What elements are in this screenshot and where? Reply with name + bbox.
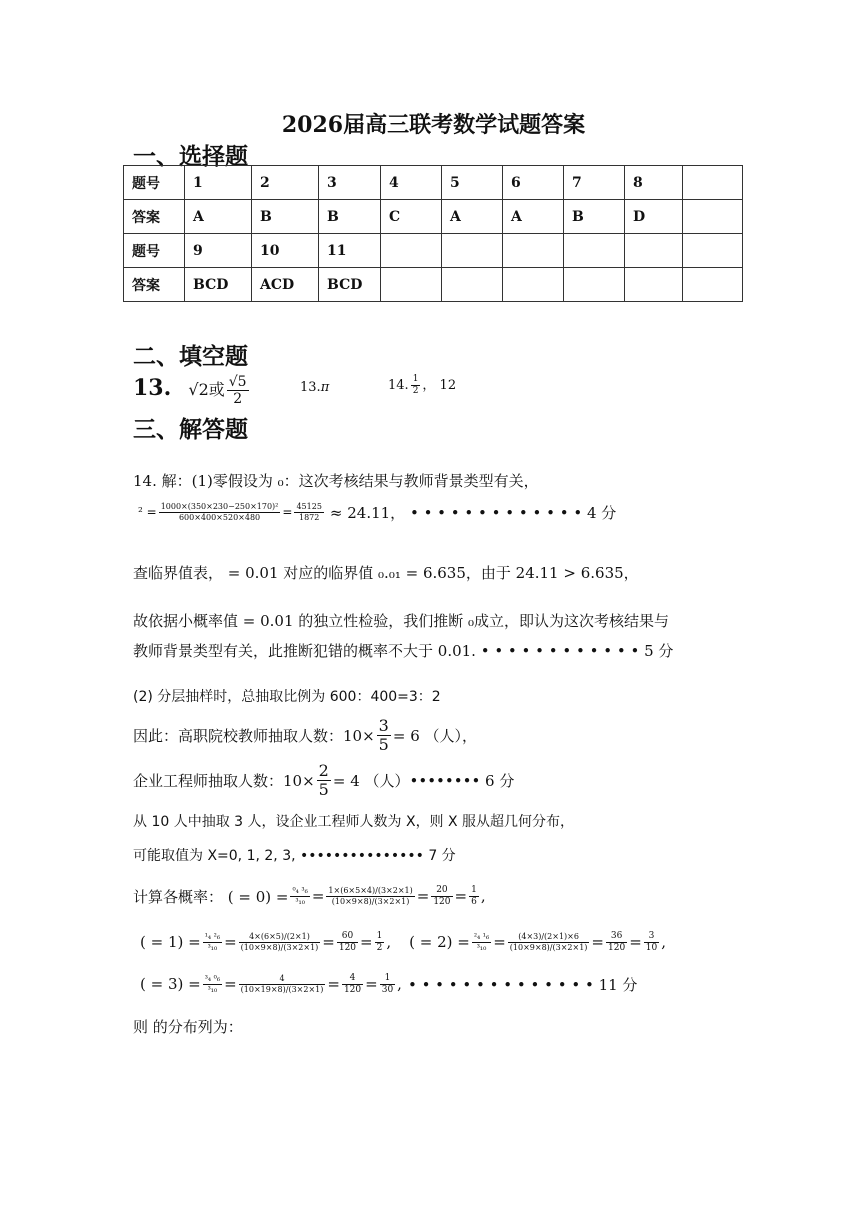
l12b-frac-2	[508, 933, 590, 952]
q14-label: 14.	[388, 378, 409, 393]
sol-line-9: 从 10 人中抽取 3 人，设企业工程师人数为 X，则 X 服从超几何分布，	[133, 814, 575, 830]
l13-f4-den: 30	[381, 984, 394, 995]
l8-num: 2	[318, 760, 329, 780]
l11-frac-3	[431, 886, 452, 907]
l13-f1-den: ³₁₀	[207, 984, 218, 994]
l11-frac-2	[326, 887, 414, 906]
l11-f2-den: (10×9×8)/(3×2×1)	[331, 896, 410, 906]
answer-table-row	[124, 166, 743, 200]
l13-f3-num: 4	[342, 974, 363, 985]
l12a-frac-2	[239, 933, 321, 952]
q14-frac-den: 2	[412, 386, 419, 396]
answer-table-cell	[503, 234, 564, 268]
l8-den: 5	[318, 779, 329, 799]
answer-table-row	[124, 200, 743, 234]
answer-table-cell: 6	[503, 166, 564, 200]
q13b-value: π	[320, 380, 330, 395]
answer-table-cell: A	[503, 200, 564, 234]
l13-frac-2	[239, 975, 326, 994]
l11-frac-1	[290, 887, 309, 906]
answer-table-cell	[381, 234, 442, 268]
l12b-f2-den: (10×9×8)/(3×2×1)	[509, 942, 588, 952]
l12b-f1-num: ²₄ ¹₆	[473, 931, 490, 941]
answer-table-cell: 2	[252, 166, 319, 200]
l12a-f4-num: 1	[376, 930, 383, 941]
l13-f1-num: ³₄ ⁰₆	[204, 973, 221, 983]
chi-fraction-2	[294, 503, 323, 522]
q13b-answer	[300, 380, 329, 395]
answer-table-cell	[381, 268, 442, 302]
l13-tail: • • • • • • • • • • • • • • 11 分	[407, 975, 638, 994]
answer-table-cell	[442, 234, 503, 268]
l12b-f3-num: 36	[606, 932, 627, 943]
q14-answer	[388, 374, 456, 396]
q14-rest: ， 12	[422, 378, 457, 393]
l12a-pre: ( = 1) =	[140, 933, 201, 951]
l8-fraction	[317, 760, 331, 799]
l12a-f4-den: 2	[376, 942, 383, 953]
chi-num-2: 45125	[296, 501, 322, 511]
l12b-f4-num: 3	[644, 932, 659, 943]
answer-table-cell: B	[252, 200, 319, 234]
chi-result: ≈ 24.11， • • • • • • • • • • • • • 4 分	[329, 503, 617, 522]
l13-frac-1	[203, 975, 222, 994]
answer-table-row-label: 答案	[124, 200, 185, 234]
l13-f2-num: 4	[239, 975, 326, 985]
answer-table-cell: B	[564, 200, 625, 234]
l12a-f1-num: ¹₄ ²₆	[204, 931, 221, 941]
l13-pre: ( = 3) =	[140, 975, 201, 993]
l12b-frac-1	[472, 933, 491, 952]
l11-frac-4	[469, 886, 479, 907]
l12b-f3-den: 120	[608, 942, 626, 953]
answer-table-cell: D	[625, 200, 683, 234]
l13-f2-den: (10×19×8)/(3×2×1)	[240, 984, 324, 994]
answer-table-cell: 5	[442, 166, 503, 200]
chi-square-fraction	[159, 503, 281, 522]
section-heading-fill: 二、填空题	[133, 343, 248, 370]
l12a-frac-3	[337, 932, 358, 953]
chi-den: 600×400×520×480	[178, 512, 261, 522]
l12a-frac-1	[203, 933, 222, 952]
l11-f1-num: ⁰₄ ³₆	[292, 885, 308, 895]
answer-table-cell	[564, 268, 625, 302]
l12a-f3-den: 120	[338, 942, 357, 953]
sol-line-3: 查临界值表， = 0.01 对应的临界值 ₀.₀₁ = 6.635，由于 24.11 > 6.635，	[133, 564, 639, 582]
l13-f3-den: 120	[343, 984, 362, 995]
answer-table-cell: C	[381, 200, 442, 234]
answer-table-cell: B	[319, 200, 381, 234]
q13-frac-num: √5	[228, 374, 247, 390]
l7-num: 3	[378, 715, 389, 735]
sol-line-12: ( = 1) = $\frac{\text{¹₄ ²₆}}{\text{³₁₀}}$ = $\frac{4\times(6\times 5)/(2\times 1)}{(10\times 9\times 8)/(3\times 2\times 1)}$ = $\frac{60}{120}$ = $\frac{1}{2}$ , ( = 2) = $\frac{\text{²₄ ¹₆}}{\text{³₁₀}}$ = $\frac{(4\times 3)/(2\times 1)\times 6}{(10\times 9\times 8)/(3\times 2\times 1)}$ = $\frac{36}{120}$ = $\frac{3}{10}$ ,	[140, 930, 666, 953]
q13-label: 13.	[133, 375, 172, 401]
sol-line-7	[133, 715, 477, 755]
answer-table-row-label: 题号	[124, 166, 185, 200]
l11-f1-den: ³₁₀	[295, 896, 305, 906]
answer-table-cell	[683, 200, 743, 234]
l7-fraction	[377, 715, 391, 754]
answer-table-cell	[625, 268, 683, 302]
sol-line-13: ( = 3) = $\frac{\text{³₄ ⁰₆}}{\text{³₁₀}}$ = $\frac{4}{(10\times 19\times 8)/(3\times 2\times 1)}$ = $\frac{4}{120}$ = $\frac{1}{30}$ , • • • • • • • • • • • • • • 11 分	[140, 972, 638, 995]
l8-post: = 4 （人）•••••••• 6 分	[332, 771, 515, 790]
q13-or: 或	[208, 380, 225, 399]
page-title: 2026届高三联考数学试题答案	[281, 112, 586, 138]
q13-frac-den: 2	[233, 391, 243, 407]
answer-table-cell: 1	[185, 166, 252, 200]
answer-table-cell: 10	[252, 234, 319, 268]
answer-table-row	[124, 234, 743, 268]
l12b-f1-den: ³₁₀	[476, 942, 487, 952]
l12a-f3-num: 60	[337, 932, 358, 943]
answer-table-cell: A	[442, 200, 503, 234]
l7-pre: 因此：高职院校教师抽取人数：10×	[133, 726, 375, 745]
q13b-label: 13.	[300, 380, 321, 395]
l12b-pre: ( = 2) =	[409, 933, 470, 951]
answer-table-cell: 8	[625, 166, 683, 200]
chi-square-lhs: ² =	[138, 505, 157, 519]
answer-table-cell: ACD	[252, 268, 319, 302]
section-heading-choice: 一、选择题	[133, 143, 248, 170]
answer-table-row	[124, 268, 743, 302]
sol-line-2	[138, 497, 616, 527]
l11-f4-den: 6	[471, 896, 477, 907]
answer-table-row-label: 题号	[124, 234, 185, 268]
l11-f4-num: 1	[471, 884, 477, 895]
sol-line-11: 计算各概率： ( = 0) = $\frac{\text{⁰₄ ³₆}}{\text{³₁₀}}$ = $\frac{1\times(6\times 5\times 4)/(3\times 2\times 1)}{(10\times 9\times 8)/(3\times 2\times 1)}$ = $\frac{20}{120}$ = $\frac{1}{6}$ ,	[133, 884, 486, 907]
q13-fraction	[227, 375, 249, 406]
answer-table-cell	[683, 166, 743, 200]
q13-answer	[133, 366, 251, 410]
answer-table-row-label: 答案	[124, 268, 185, 302]
l7-den: 5	[378, 734, 389, 754]
l11-f3-num: 20	[431, 886, 452, 897]
l12b-frac-3	[606, 932, 627, 953]
section-heading-solution: 三、解答题	[133, 416, 248, 443]
l12b-f4-den: 10	[645, 942, 658, 953]
l7-post: = 6 （人），	[392, 726, 478, 745]
q14-frac-num: 1	[412, 374, 419, 384]
answer-table	[123, 165, 743, 302]
sol-line-8	[133, 760, 514, 800]
answer-table-cell: A	[185, 200, 252, 234]
answer-table-cell	[683, 268, 743, 302]
answer-table-cell	[564, 234, 625, 268]
l13-f4-num: 1	[380, 974, 395, 985]
sol-line-4: 故依据小概率值 = 0.01 的独立性检验，我们推断 ₀成立，即认为这次考核结果与	[133, 612, 670, 630]
answer-table-cell	[625, 234, 683, 268]
l11-f3-den: 120	[433, 896, 451, 907]
l12a-frac-4	[375, 932, 385, 953]
l13-frac-3	[342, 974, 363, 995]
answer-table-cell	[442, 268, 503, 302]
answer-table-cell	[683, 234, 743, 268]
l13-frac-4	[380, 974, 395, 995]
sol-line-1: 14. 解：(1)零假设为 ₀：这次考核结果与教师背景类型有关，	[133, 472, 539, 490]
chi-eq: =	[282, 505, 293, 519]
answer-table-cell: BCD	[185, 268, 252, 302]
answer-table-cell: 11	[319, 234, 381, 268]
l11-f2-num: 1×(6×5×4)/(3×2×1)	[328, 885, 413, 895]
l12a-f1-den: ³₁₀	[207, 942, 218, 952]
q13-sqrt: √2	[188, 380, 209, 399]
q14-fraction	[411, 375, 421, 396]
answer-table-cell: BCD	[319, 268, 381, 302]
chi-den-2: 1872	[299, 512, 320, 522]
sol-line-5: 教师背景类型有关，此推断犯错的概率不大于 0.01. • • • • • • • • • • • • 5 分	[133, 642, 674, 660]
sol-line-6: (2) 分层抽样时，总抽取比例为 600：400=3：2	[133, 689, 441, 705]
answer-table-cell: 9	[185, 234, 252, 268]
answer-table-cell	[503, 268, 564, 302]
l12b-frac-4	[644, 932, 659, 953]
l12a-f2-den: (10×9×8)/(3×2×1)	[240, 942, 319, 952]
answer-table-body	[124, 166, 743, 302]
l12b-f2-num: (4×3)/(2×1)×6	[508, 933, 590, 943]
answer-table-cell: 4	[381, 166, 442, 200]
answer-table-cell: 7	[564, 166, 625, 200]
answer-table-cell: 3	[319, 166, 381, 200]
l8-pre: 企业工程师抽取人数：10×	[133, 771, 315, 790]
l11-pre: 计算各概率： ( = 0) =	[133, 887, 289, 906]
l12a-f2-num: 4×(6×5)/(2×1)	[239, 933, 321, 943]
sol-line-14: 则 的分布列为：	[133, 1018, 243, 1036]
sol-line-10: 可能取值为 X=0, 1, 2, 3, ••••••••••••••• 7 分	[133, 848, 456, 864]
chi-num: 1000×(350×230−250×170)²	[160, 501, 279, 511]
